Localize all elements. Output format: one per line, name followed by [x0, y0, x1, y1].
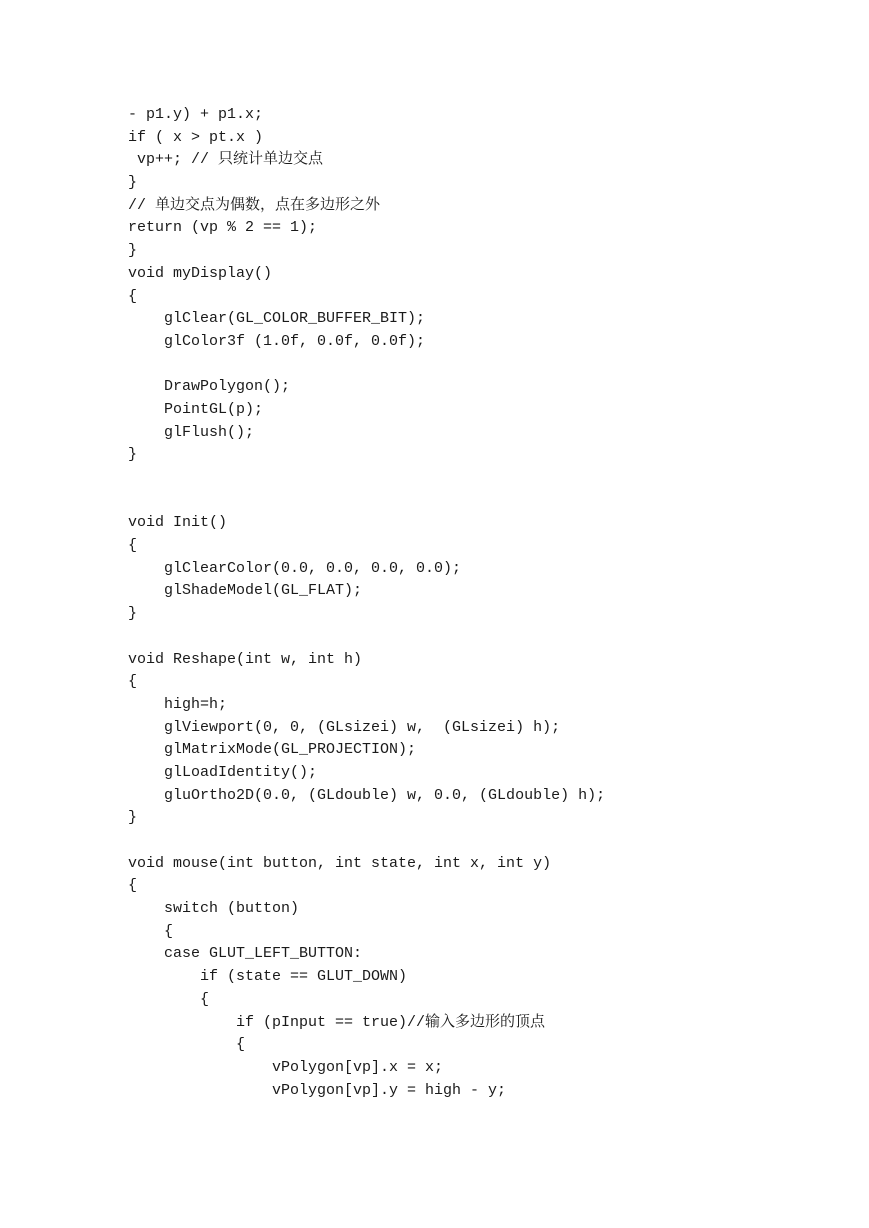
code-line: if (pInput == true)//输入多边形的顶点 [128, 1013, 546, 1031]
code-line: { [128, 990, 210, 1008]
code-line: void mouse(int button, int state, int x, int y) [128, 854, 552, 872]
code-line: glLoadIdentity(); [128, 763, 318, 781]
code-line: glViewport(0, 0, (GLsizei) w, (GLsizei) h); [128, 718, 561, 736]
code-line: } [128, 605, 138, 623]
code-block [128, 104, 828, 1102]
code-line: PointGL(p); [128, 400, 264, 418]
code-line [128, 830, 828, 853]
code-line: } [128, 174, 138, 192]
code-line: glFlush(); [128, 423, 255, 441]
code-line: glColor3f (1.0f, 0.0f, 0.0f); [128, 332, 426, 350]
code-line: glClear(GL_COLOR_BUFFER_BIT); [128, 310, 426, 328]
code-line: if (state == GLUT_DOWN) [128, 968, 408, 986]
code-line: { [128, 537, 138, 555]
code-line [128, 626, 828, 649]
code-line: if ( x > pt.x ) [128, 128, 264, 146]
code-line: gluOrtho2D(0.0, (GLdouble) w, 0.0, (GLdouble) h); [128, 786, 606, 804]
code-line: vPolygon[vp].y = high - y; [128, 1081, 507, 1099]
code-line: vp++; // 只统计单边交点 [128, 151, 324, 169]
code-line: glClearColor(0.0, 0.0, 0.0, 0.0); [128, 559, 462, 577]
code-line: void myDisplay() [128, 264, 273, 282]
code-line: void Reshape(int w, int h) [128, 650, 363, 668]
code-line: case GLUT_LEFT_BUTTON: [128, 945, 363, 963]
code-line: } [128, 446, 138, 464]
code-line: high=h; [128, 695, 228, 713]
code-line [128, 490, 828, 513]
code-line: DrawPolygon(); [128, 378, 291, 396]
code-line: switch (button) [128, 900, 300, 918]
code-line [128, 467, 828, 490]
code-line: } [128, 809, 138, 827]
code-line: } [128, 242, 138, 260]
code-line: { [128, 877, 138, 895]
code-line: glShadeModel(GL_FLAT); [128, 582, 363, 600]
code-line: void Init() [128, 514, 228, 532]
code-line: vPolygon[vp].x = x; [128, 1058, 444, 1076]
code-line: { [128, 922, 174, 940]
code-line: { [128, 287, 138, 305]
code-line: { [128, 1036, 246, 1054]
code-line: { [128, 673, 138, 691]
code-line: return (vp % 2 == 1); [128, 219, 318, 237]
code-line: - p1.y) + p1.x; [128, 106, 264, 123]
code-line: glMatrixMode(GL_PROJECTION); [128, 741, 417, 759]
code-line [128, 354, 828, 377]
code-line: // 单边交点为偶数，点在多边形之外 [128, 196, 381, 214]
